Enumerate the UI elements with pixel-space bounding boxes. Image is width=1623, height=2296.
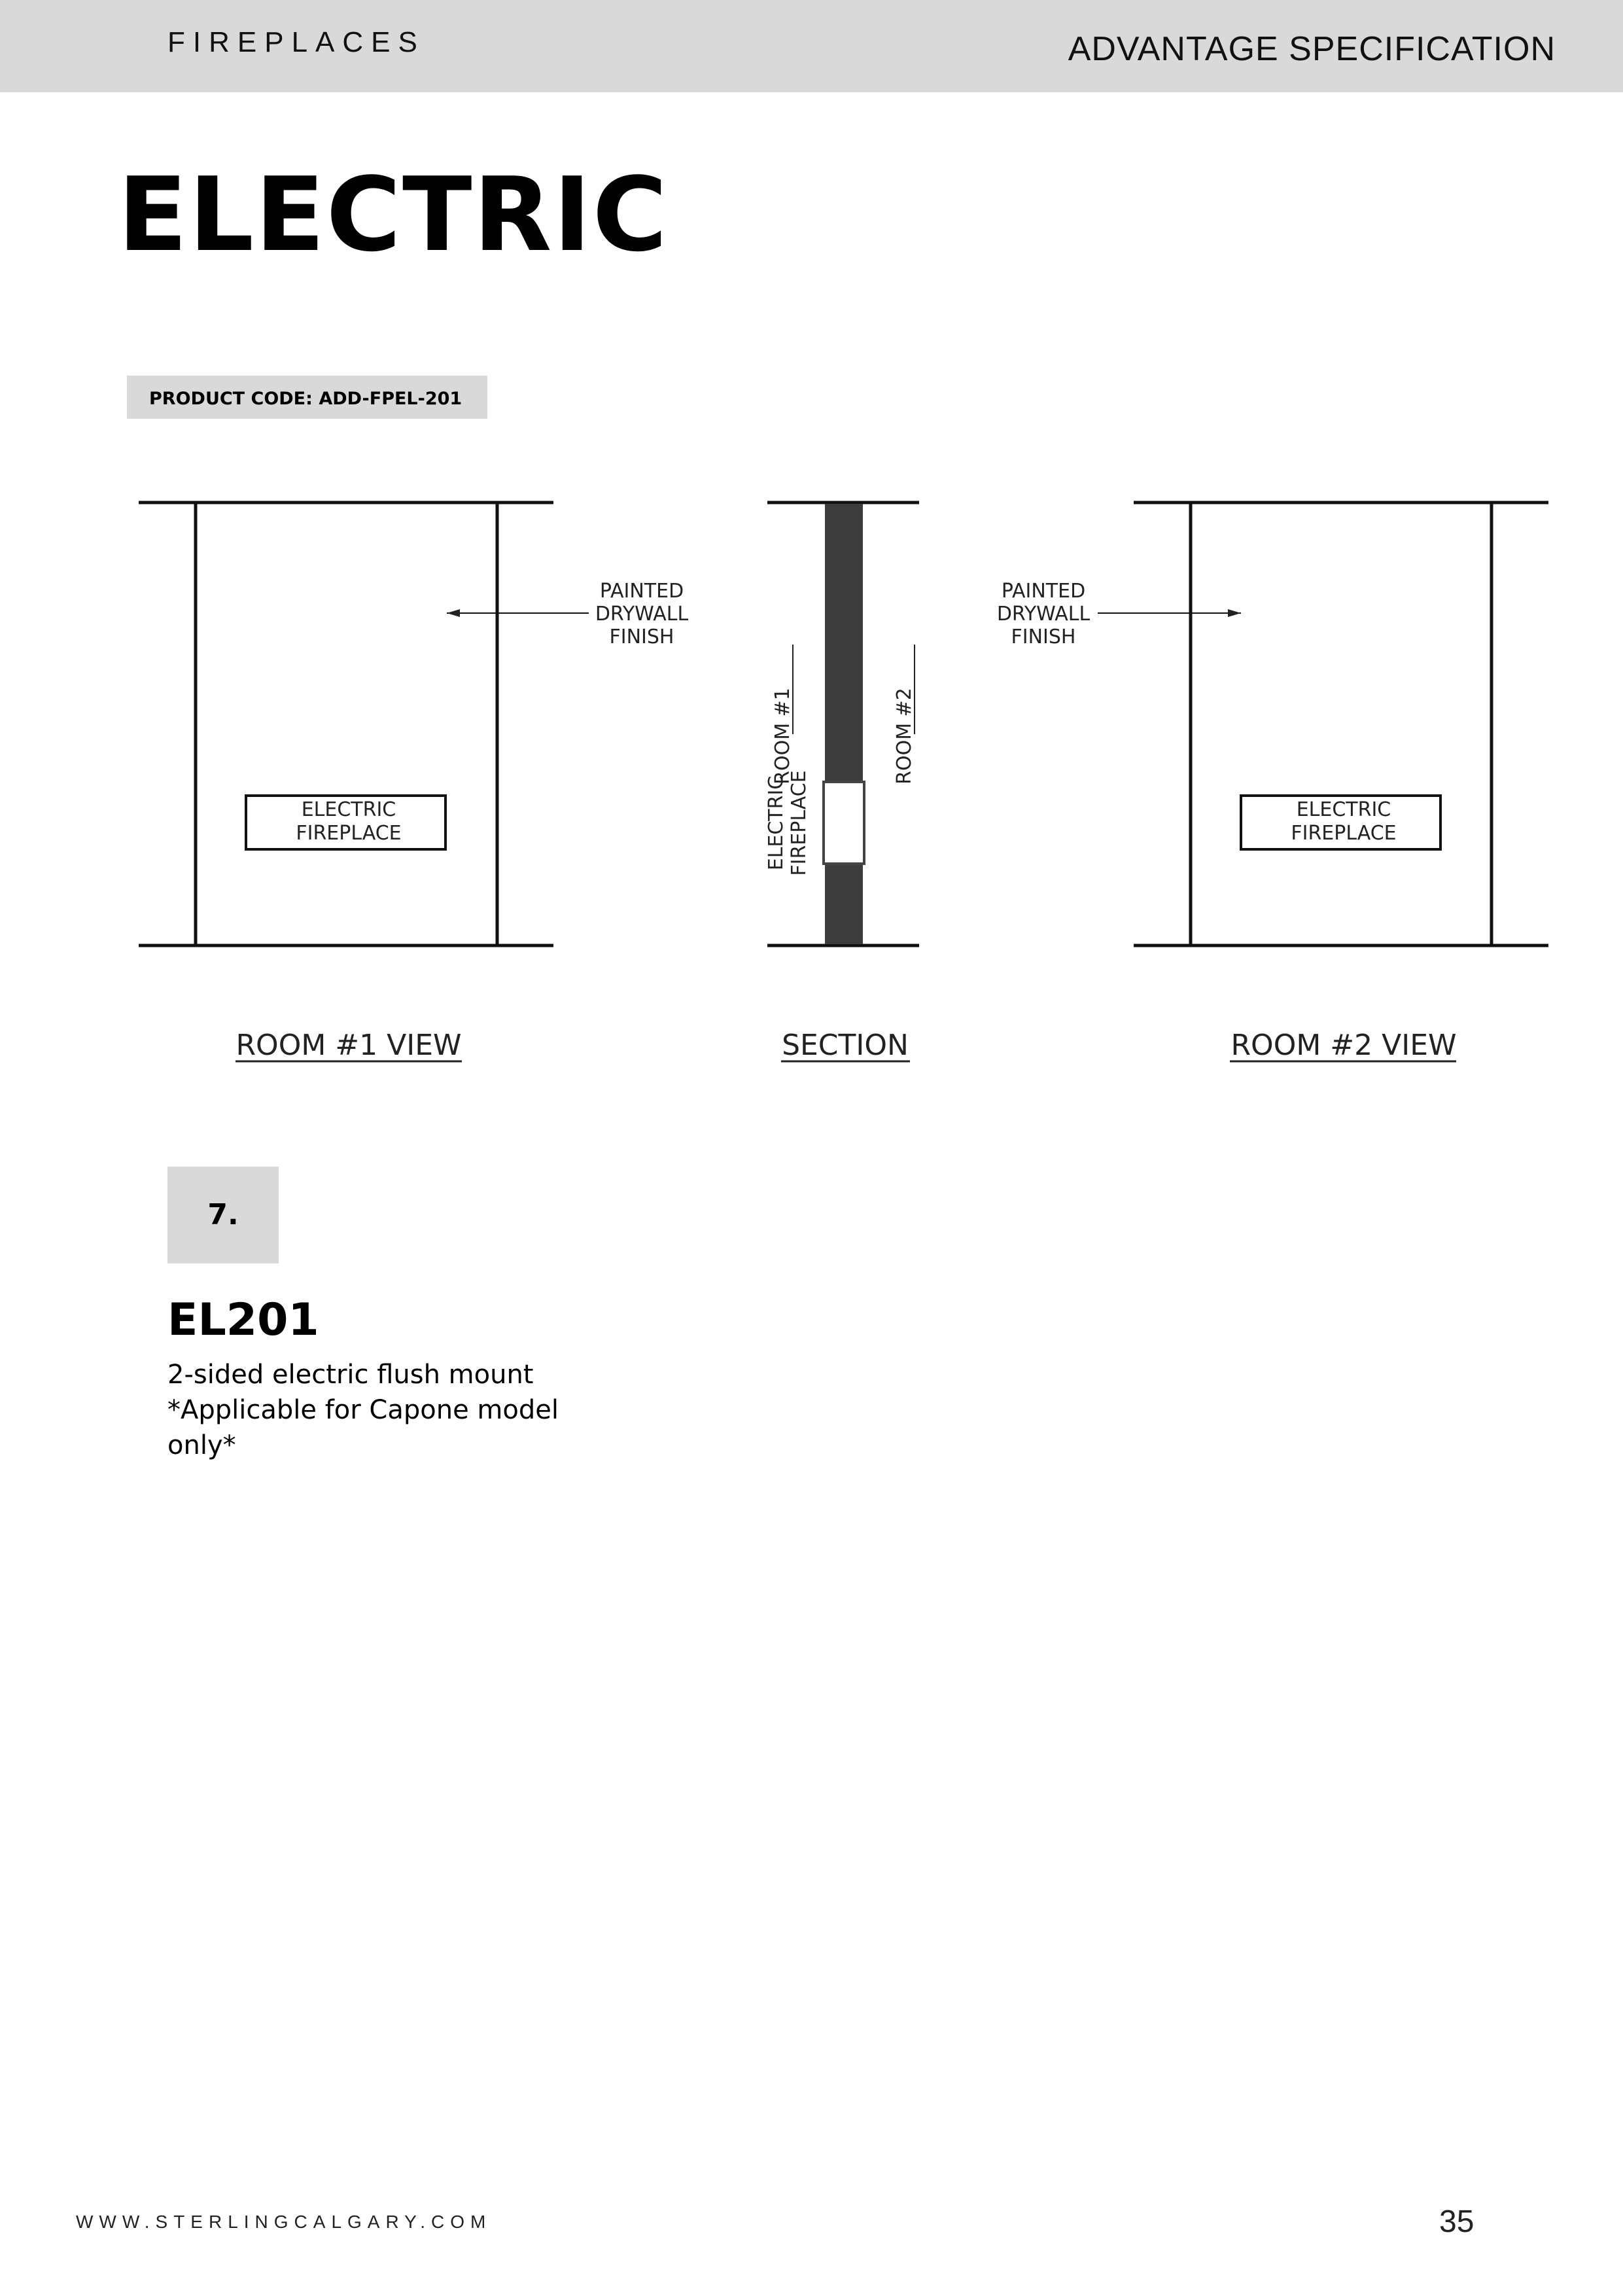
caption-section: SECTION — [782, 1029, 909, 1062]
room2-finish-label-line2: DRYWALL — [996, 603, 1091, 626]
description-line: only* — [167, 1430, 236, 1460]
page-number: 35 — [1439, 2204, 1475, 2239]
room2-finish-label-line3: FINISH — [1011, 626, 1076, 648]
description-line: 2-sided electric flush mount — [167, 1360, 534, 1390]
room1-fireplace-label-line1: ELECTRIC — [301, 798, 396, 821]
room1-finish-label-line2: DRYWALL — [595, 603, 689, 626]
room1-finish-label-line1: PAINTED — [599, 580, 684, 603]
section-room2-label: ROOM #2 — [893, 688, 916, 785]
section-room1-label: ROOM #1 — [771, 688, 794, 785]
header-section-label: FIREPLACES — [167, 26, 425, 58]
item-number: 7. — [207, 1198, 239, 1231]
model-description — [167, 1357, 586, 1463]
caption-room1-view: ROOM #1 VIEW — [236, 1029, 462, 1062]
section-wall — [825, 504, 863, 944]
room2-finish-label-line1: PAINTED — [1001, 580, 1086, 603]
page-title: ELECTRIC — [118, 155, 669, 274]
section-fireplace-opening — [824, 782, 864, 864]
section-fireplace-label-line2: FIREPLACE — [788, 770, 811, 876]
caption-room2-view: ROOM #2 VIEW — [1230, 1029, 1457, 1062]
room1-fireplace-label-line2: FIREPLACE — [296, 822, 402, 845]
fireplace-drawing — [0, 0, 1623, 1112]
room1-finish-label-line3: FINISH — [609, 626, 674, 648]
product-code-text: PRODUCT CODE: ADD-FPEL-201 — [149, 389, 462, 409]
room2-fireplace-label-line1: ELECTRIC — [1296, 798, 1391, 821]
model-name: EL201 — [167, 1294, 319, 1346]
description-line: *Applicable for Capone model — [167, 1395, 559, 1425]
room1-view-drawing — [139, 503, 589, 945]
room2-view-drawing — [1098, 503, 1548, 945]
header-document-title: ADVANTAGE SPECIFICATION — [1068, 30, 1556, 68]
item-number-badge — [167, 1167, 279, 1263]
room2-fireplace-label-line2: FIREPLACE — [1291, 822, 1397, 845]
section-fireplace-label-line1: ELECTRIC — [765, 775, 788, 871]
footer-website: WWW.STERLINGCALGARY.COM — [76, 2212, 492, 2232]
